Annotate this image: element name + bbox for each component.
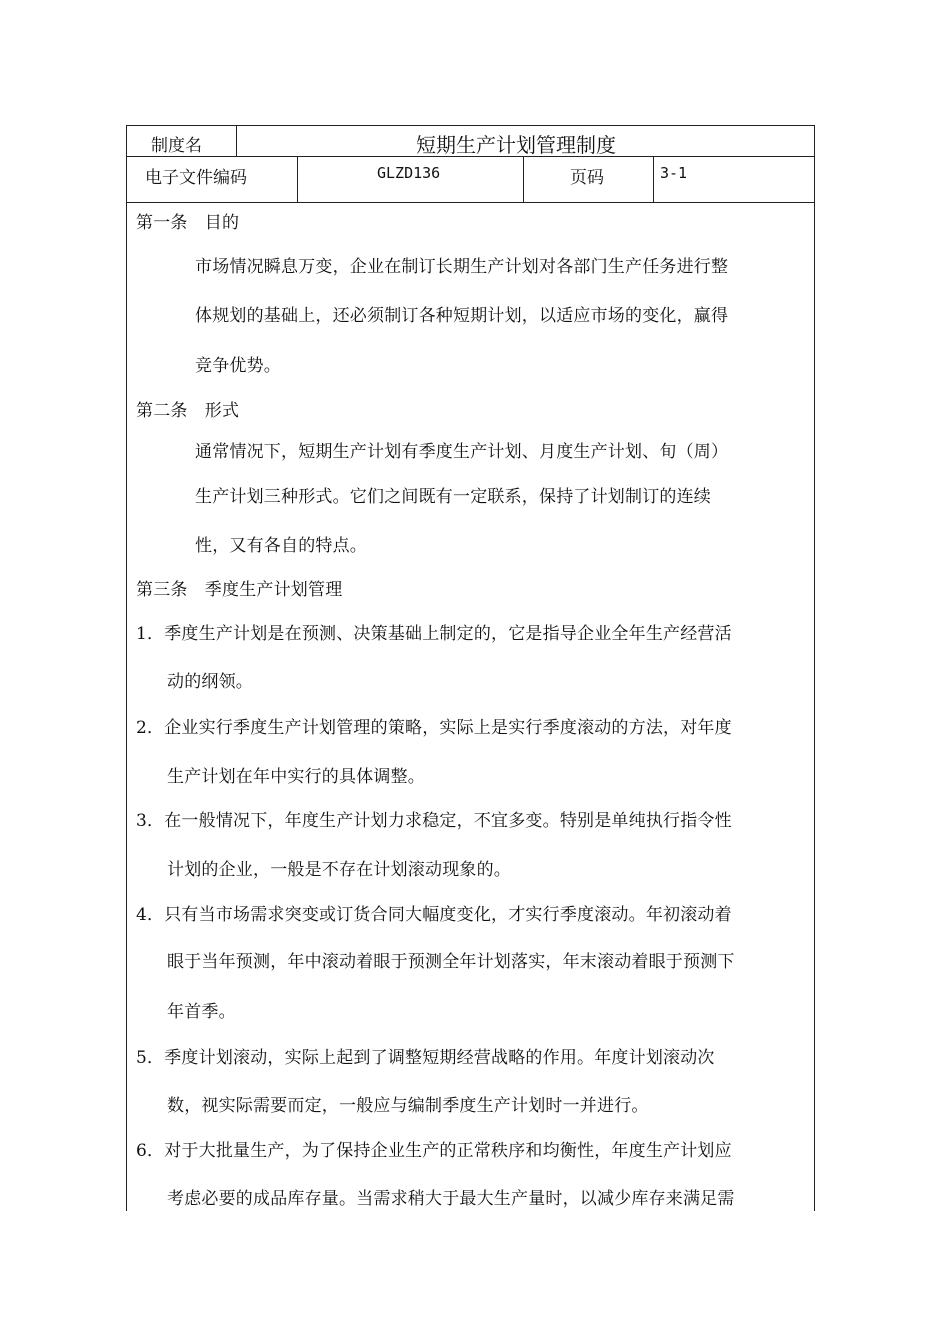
file-code-value: GLZD136 — [377, 164, 441, 182]
article-2-heading: 第二条 形式 — [136, 401, 240, 421]
text-line: 生产计划三种形式。它们之间既有一定联系，保持了计划制订的连续 — [195, 487, 711, 507]
document-frame — [126, 125, 815, 1211]
code-divider — [297, 156, 298, 202]
text-line: 考虑必要的成品库存量。当需求稍大于最大生产量时，以减少库存来满足需 — [167, 1189, 735, 1209]
text-line: 体规划的基础上，还必须制订各种短期计划，以适应市场的变化，赢得 — [195, 306, 729, 326]
article-1-heading: 第一条 目的 — [136, 213, 240, 233]
page-number-value: 3-1 — [660, 164, 688, 182]
label-page-number: 页码 — [570, 168, 604, 188]
text-line: 数，视实际需要而定，一般应与编制季度生产计划时一并进行。 — [167, 1096, 649, 1116]
article-3-heading: 第三条 季度生产计划管理 — [136, 580, 343, 600]
list-item-5: 5．季度计划滚动，实际上起到了调整短期经营战略的作用。年度计划滚动次 — [136, 1048, 715, 1068]
page-divider — [653, 156, 654, 202]
page-title: 短期生产计划管理制度 — [416, 133, 616, 157]
text-line: 性，又有各自的特点。 — [195, 536, 367, 556]
code-page-divider — [523, 156, 524, 202]
list-item-6: 6．对于大批量生产，为了保持企业生产的正常秩序和均衡性，年度生产计划应 — [136, 1141, 732, 1161]
header-bottom-border — [127, 202, 814, 203]
text-line: 生产计划在年中实行的具体调整。 — [167, 767, 425, 787]
label-policy-name: 制度名 — [151, 136, 202, 156]
title-divider — [236, 126, 237, 156]
text-line: 通常情况下，短期生产计划有季度生产计划、月度生产计划、旬（周） — [195, 442, 729, 462]
text-line: 竞争优势。 — [195, 356, 281, 376]
list-item-3: 3．在一般情况下，年度生产计划力求稳定，不宜多变。特别是单纯执行指令性 — [136, 811, 732, 831]
list-item-2: 2．企业实行季度生产计划管理的策略，实际上是实行季度滚动的方法，对年度 — [136, 718, 732, 738]
list-item-4: 4．只有当市场需求突变或订货合同大幅度变化，才实行季度滚动。年初滚动着 — [136, 905, 732, 925]
text-line: 计划的企业，一般是不存在计划滚动现象的。 — [167, 860, 511, 880]
list-item-1: 1．季度生产计划是在预测、决策基础上制定的，它是指导企业全年生产经营活 — [136, 624, 732, 644]
label-file-code: 电子文件编码 — [145, 168, 247, 188]
text-line: 眼于当年预测，年中滚动着眼于预测全年计划落实，年末滚动着眼于预测下 — [167, 952, 735, 972]
text-line: 年首季。 — [167, 1002, 236, 1022]
text-line: 市场情况瞬息万变，企业在制订长期生产计划对各部门生产任务进行整 — [195, 257, 729, 277]
text-line: 动的纲领。 — [167, 672, 253, 692]
